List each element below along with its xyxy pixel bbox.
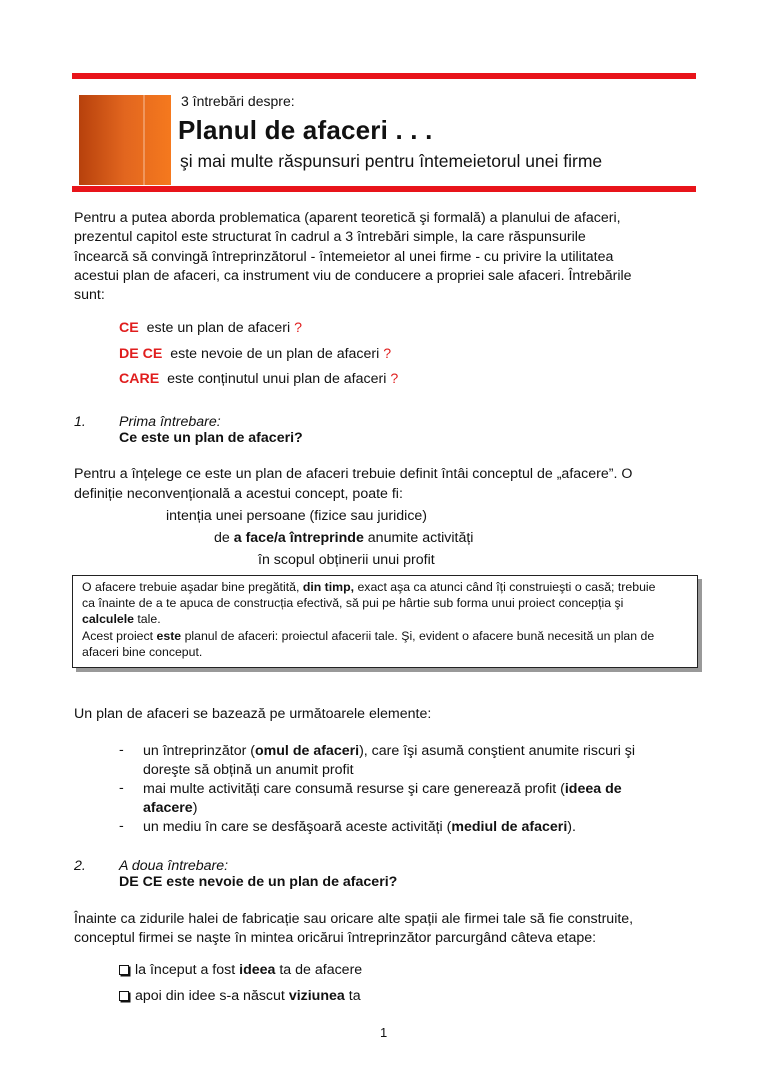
element-entrepreneur-line-2: doreşte să obțină un anumit profit [143,762,354,778]
element-activities [143,780,696,799]
section-1-question: Ce este un plan de afaceri? [119,430,303,446]
bullet-dash: - [119,780,124,796]
callout-bold: din timp, [302,580,355,594]
element-bold: afacere [143,800,193,816]
question-text: este un plan de afaceri [146,320,291,336]
definition-line-2 [214,530,473,546]
question-mark: ? [390,371,399,387]
page-number: 1 [380,1025,388,1040]
callout-bold: este [156,628,182,643]
element-text: un întreprinzător ( [143,743,255,759]
checklist-item-idea [119,962,362,978]
callout-text-span: Acest proiect [82,628,154,643]
callout-text [82,579,692,660]
section-2-question: DE CE este nevoie de un plan de afaceri? [119,874,398,890]
question-key: CE [119,320,139,336]
section-1-label: Prima întrebare: [119,414,221,430]
callout-line-5: afaceri bine conceput. [82,644,203,659]
checkbox-icon [119,965,129,975]
page-title: Planul de afaceri . . . [178,115,433,145]
callout-bold: calculele [82,612,134,627]
callout-text-span: O afacere trebuie aşadar bine pregătită, [82,580,300,594]
element-environment [143,818,696,837]
callout-line-1 [82,579,692,595]
definition-line-3: în scopul obținerii unui profit [258,552,435,568]
bullet-dash: - [119,742,124,758]
question-text: este conținutul unui plan de afaceri [167,371,387,387]
checklist-bold: viziunea [288,988,345,1004]
question-which [119,371,398,387]
element-text: mai multe activități care consumă resurse şi care generează profit ( [143,781,565,797]
intro-line-2: prezentul capitol este structurat în cadrul a 3 întrebări simple, la care răspunsurile [74,229,586,245]
page-subtitle: şi mai multe răspunsuri pentru întemeietorul unei firme [180,151,603,171]
question-key: DE CE [119,346,163,362]
checklist-text: la început a fost [135,962,236,978]
section-1-para-line-2: definiție neconvențională a acestui concept, poate fi: [74,486,403,502]
intro-line-1: Pentru a putea aborda problematica (aparent teoretică şi formală) a planului de afaceri, [74,210,621,226]
question-mark: ? [294,320,303,336]
element-activities-line-2 [143,799,696,818]
callout-line-3 [82,611,692,627]
callout-line-4 [82,628,692,644]
element-bold: omul de afaceri [254,743,360,759]
element-text: ). [567,819,576,835]
elements-intro: Un plan de afaceri se bazează pe următoarele elemente: [74,706,432,722]
header-gradient-divider [143,95,145,185]
checklist-text: apoi din idee s-a născut [135,988,285,1004]
intro-line-4: acestui plan de afaceri, ca instrument viu de conducere a propriei sale afaceri. Întrebările [74,268,632,284]
question-mark: ? [383,346,392,362]
callout-text-span: planul de afaceri: proiectul afacerii tale. Şi, evident o afacere bună necesită un plan de [184,628,655,643]
definition-line-1: intenția unei persoane (fizice sau juridice) [166,508,428,524]
definition-post: anumite activități [367,530,474,546]
checkbox-icon [119,991,129,1001]
intro-line-5: sunt: [74,287,105,303]
callout-text-span: exact aşa ca atunci când îți construieşti o casă; trebuie [357,580,656,594]
element-bold: ideea de [564,781,622,797]
top-red-rule [72,73,696,79]
question-what [119,320,302,336]
bullet-dash: - [119,818,124,834]
question-why [119,346,391,362]
element-text: un mediu în care se desfăşoară aceste activități ( [143,819,452,835]
section-2-para-line-2: conceptul firmei se naşte în mintea oricărui întreprinzător parcurgând câteva etape: [74,930,597,946]
checklist-bold: ideea [239,962,276,978]
checklist-text: ta de afacere [279,962,363,978]
bottom-red-rule [72,186,696,192]
checklist-text: ta [348,988,361,1004]
section-2-number: 2. [74,858,86,874]
element-bold: mediul de afaceri [451,819,568,835]
section-1-number: 1. [74,414,86,430]
question-text: este nevoie de un plan de afaceri [170,346,380,362]
section-2-para-line-1: Înainte ca zidurile halei de fabricație sau oricare alte spații ale firmei tale să fie construite, [74,911,634,927]
section-2-label: A doua întrebare: [119,858,229,874]
definition-pre: de [214,530,230,546]
callout-text-span: tale. [137,612,161,627]
header-kicker: 3 întrebări despre: [181,93,295,109]
element-text: ) [192,800,198,816]
element-entrepreneur [143,742,696,761]
element-text: ), care îşi asumă conştient anumite riscuri şi [359,743,636,759]
definition-bold: a face/a întreprinde [233,530,364,546]
section-1-para-line-1: Pentru a înțelege ce este un plan de afaceri trebuie definit întâi conceptul de „afacere”. O [74,466,633,482]
checklist-item-vision [119,988,361,1004]
intro-line-3: încearcă să convingă întreprinzătorul - întemeietor al unei firme - cu privire la utilitatea [74,249,614,265]
header-gradient-block [79,95,171,185]
callout-line-2: ca înainte de a te apuca de construcția efectivă, să pui pe hârtie sub forma unui proiect concepția şi [82,596,624,611]
question-key: CARE [119,371,160,387]
